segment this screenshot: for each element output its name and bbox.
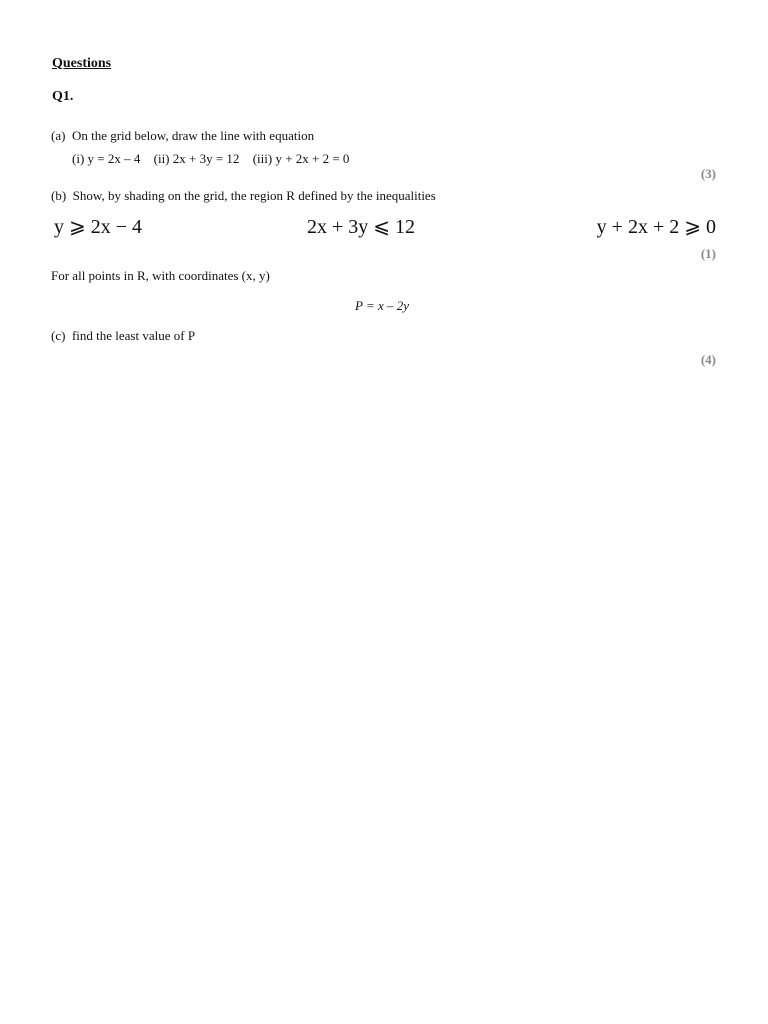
item-label: (iii)	[252, 151, 273, 166]
item-label: (ii)	[153, 151, 170, 166]
part-a-item	[253, 151, 350, 166]
context-text: For all points in R, with coordinates (x, y)	[51, 268, 270, 283]
part-a-marks: (3)	[700, 166, 716, 181]
part-c-prompt	[51, 328, 195, 344]
section-heading: Questions	[52, 56, 112, 71]
part-c-label: (c)	[51, 328, 66, 343]
part-c-text: find the least value of P	[71, 328, 196, 343]
question-number: Q1.	[52, 89, 74, 104]
item-equation: 2x + 3y = 12	[172, 151, 240, 166]
item-equation: y + 2x + 2 = 0	[275, 151, 350, 166]
inequality-3: y + 2x + 2 ⩾ 0	[596, 216, 716, 238]
part-a-item	[154, 151, 243, 166]
part-b-label: (b)	[51, 188, 67, 203]
part-a-label: (a)	[51, 128, 66, 143]
part-a-prompt	[51, 128, 314, 144]
part-c-marks: (4)	[700, 352, 716, 367]
part-a-items	[72, 151, 359, 167]
item-equation: y = 2x – 4	[87, 151, 141, 166]
inequality-2: 2x + 3y ⩽ 12	[307, 216, 416, 238]
formula-p: P = x – 2y	[355, 298, 410, 313]
part-b-marks: (1)	[700, 246, 716, 261]
part-a-item	[72, 151, 144, 166]
inequality-1: y ⩾ 2x − 4	[54, 216, 143, 238]
item-label: (i)	[72, 151, 85, 166]
part-b-text: Show, by shading on the grid, the region R defined by the inequalities	[72, 188, 436, 203]
part-b-prompt	[51, 188, 436, 204]
part-a-text: On the grid below, draw the line with equation	[71, 128, 315, 143]
